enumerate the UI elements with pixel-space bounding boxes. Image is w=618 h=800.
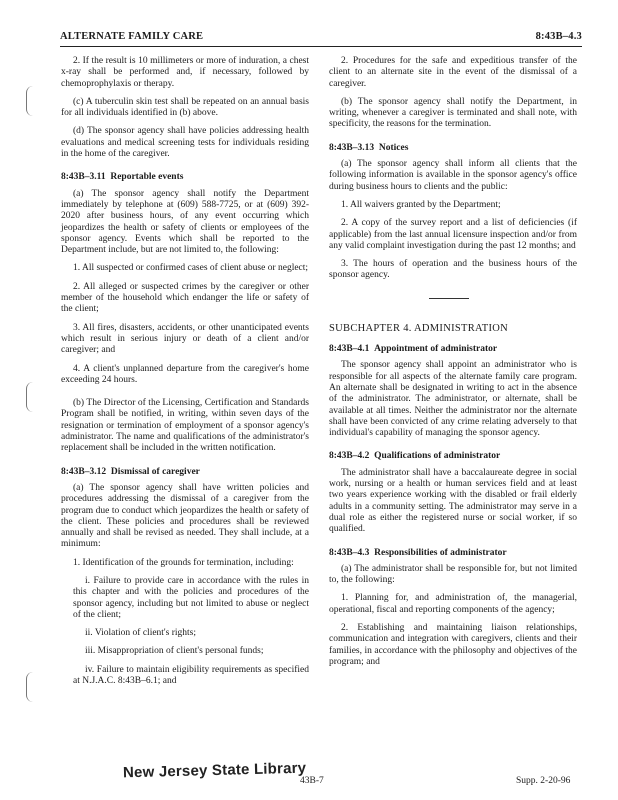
section-heading <box>329 143 577 154</box>
section-title: Appointment of administrator <box>374 344 498 355</box>
header-title: ALTERNATE FAMILY CARE <box>60 31 204 42</box>
section-heading <box>329 451 577 462</box>
section-number: 8:43B–3.12 <box>61 466 107 477</box>
paragraph: (a) The sponsor agency shall notify the Department immediately by telephone at (609) 588-7725, or at (609) 392-2020 after business hours, of any event occurring which jeopardizes the health or safety of clients or employees of the sponsor agency. Events which shall be reported to the Department include, but are not limited to, the following: <box>61 188 309 256</box>
section-number: 8:43B–3.11 <box>61 172 106 183</box>
paragraph: 3. The hours of operation and the business hours of the sponsor agency. <box>329 259 577 281</box>
paragraph: 2. If the result is 10 millimeters or more of induration, a chest x-ray shall be performed and, if necessary, followed by chemoprophylaxis or therapy. <box>61 56 309 89</box>
section-heading <box>329 344 577 355</box>
paragraph: The administrator shall have a baccalaureate degree in social work, nursing or a health or human services field and at least two years experience working with the disabled or frail elderly adults in a community setting. The administrator may serve in a dual role as either the registered nurse or social worker, if so qualified. <box>329 467 577 535</box>
running-header <box>60 31 582 45</box>
section-heading <box>61 172 309 183</box>
paragraph: 3. All fires, disasters, accidents, or other unanticipated events which result in serious injury or death of a client and/or caregiver; and <box>61 322 309 356</box>
margin-mark <box>26 382 33 412</box>
paragraph: 2. Procedures for the safe and expeditious transfer of the client to an alternate site in the event of the dismissal of a caregiver. <box>329 56 577 89</box>
paragraph: (a) The sponsor agency shall inform all clients that the following information is available in the sponsor agency's office during business hours to clients and the public: <box>329 159 577 192</box>
section-title: Reportable events <box>110 172 184 183</box>
paragraph: (a) The administrator shall be responsible for, but not limited to, the following: <box>329 563 577 586</box>
paragraph: The sponsor agency shall appoint an administrator who is responsible for all aspects of the alternate family care program. An alternate shall be designated in writing to act in the absence of the administrator. The administrator, or alternate, shall be available at all times. Neither the administrator nor the alternate shall have been convicted of any crime relating adversely to that individual's capability of managing the sponsor agency. <box>329 360 577 439</box>
paragraph: iii. Misappropriation of client's personal funds; <box>85 646 264 657</box>
margin-mark <box>26 86 33 116</box>
paragraph: (b) The Director of the Licensing, Certification and Standards Program shall be notified, in writing, within seven days of the resignation or termination of employment of a sponsor agency's administrator. The name and qualifications of the administrator's replacement shall be included in the written notification. <box>61 398 309 454</box>
paragraph: 2. Establishing and maintaining liaison relationships, communication and integration with caregivers, clients and their families, in accordance with the philosophy and objectives of the program; and <box>329 622 577 667</box>
library-stamp: New Jersey State Library <box>122 759 307 782</box>
paragraph: (b) The sponsor agency shall notify the Department, in writing, whenever a caregiver is terminated and shall note, with specificity, the reasons for the termination. <box>329 96 577 130</box>
paragraph: 4. A client's unplanned departure from the caregiver's home exceeding 24 hours. <box>61 363 309 385</box>
section-number: 8:43B–4.2 <box>329 451 370 462</box>
left-column <box>61 56 309 687</box>
paragraph: 1. Planning for, and administration of, the managerial, operational, fiscal and reporting components of the agency; <box>329 593 577 615</box>
paragraph: 2. A copy of the survey report and a list of deficiencies (if applicable) from the last annual licensure inspection and/or from any valid complaint investigation during the past 12 months; and <box>329 218 577 251</box>
section-heading <box>61 467 309 478</box>
section-title: Responsibilities of administrator <box>374 547 507 558</box>
paragraph: ii. Violation of client's rights; <box>85 628 196 639</box>
paragraph: 1. All suspected or confirmed cases of client abuse or neglect; <box>73 263 309 274</box>
paragraph: (c) A tuberculin skin test shall be repeated on an annual basis for all individuals identified in (b) above. <box>61 96 309 119</box>
paragraph: 2. All alleged or suspected crimes by the caregiver or other member of the household which endanger the life or safety of the client; <box>61 281 309 315</box>
section-title: Qualifications of administrator <box>374 451 501 462</box>
paragraph: (d) The sponsor agency shall have policies addressing health evaluations and medical screening tests for individuals residing in the home of the caregiver. <box>61 126 309 160</box>
subchapter-heading: SUBCHAPTER 4. ADMINISTRATION <box>329 322 509 334</box>
section-number: 8:43B–4.1 <box>329 344 370 355</box>
header-section: 8:43B–4.3 <box>535 31 582 42</box>
section-title: Dismissal of caregiver <box>110 466 200 477</box>
page-number: 43B-7 <box>300 776 324 786</box>
paragraph: (a) The sponsor agency shall have written policies and procedures addressing the dismissal of a caregiver from the program due to conduct which jeopardizes the health or safety of the client. These policies and procedures shall be reviewed annually and shall be revised as needed. They shall include, at a minimum: <box>61 482 309 550</box>
supplement-date: Supp. 2-20-96 <box>516 776 571 786</box>
section-heading <box>329 548 577 559</box>
paragraph: i. Failure to provide care in accordance with the rules in this chapter and with the policies and procedures of the sponsor agency, including but not limited to abuse or neglect of the client; <box>73 575 309 620</box>
section-number: 8:43B–4.3 <box>329 547 370 558</box>
section-title: Notices <box>378 142 409 153</box>
margin-mark <box>26 672 33 702</box>
header-rule <box>60 46 582 47</box>
paragraph: 1. All waivers granted by the Department; <box>341 199 501 210</box>
paragraph: 1. Identification of the grounds for termination, including: <box>73 557 294 568</box>
section-number: 8:43B–3.13 <box>329 142 375 153</box>
right-column <box>329 56 577 668</box>
paragraph: iv. Failure to maintain eligibility requirements as specified at N.J.A.C. 8:43B–6.1; and <box>73 664 309 687</box>
